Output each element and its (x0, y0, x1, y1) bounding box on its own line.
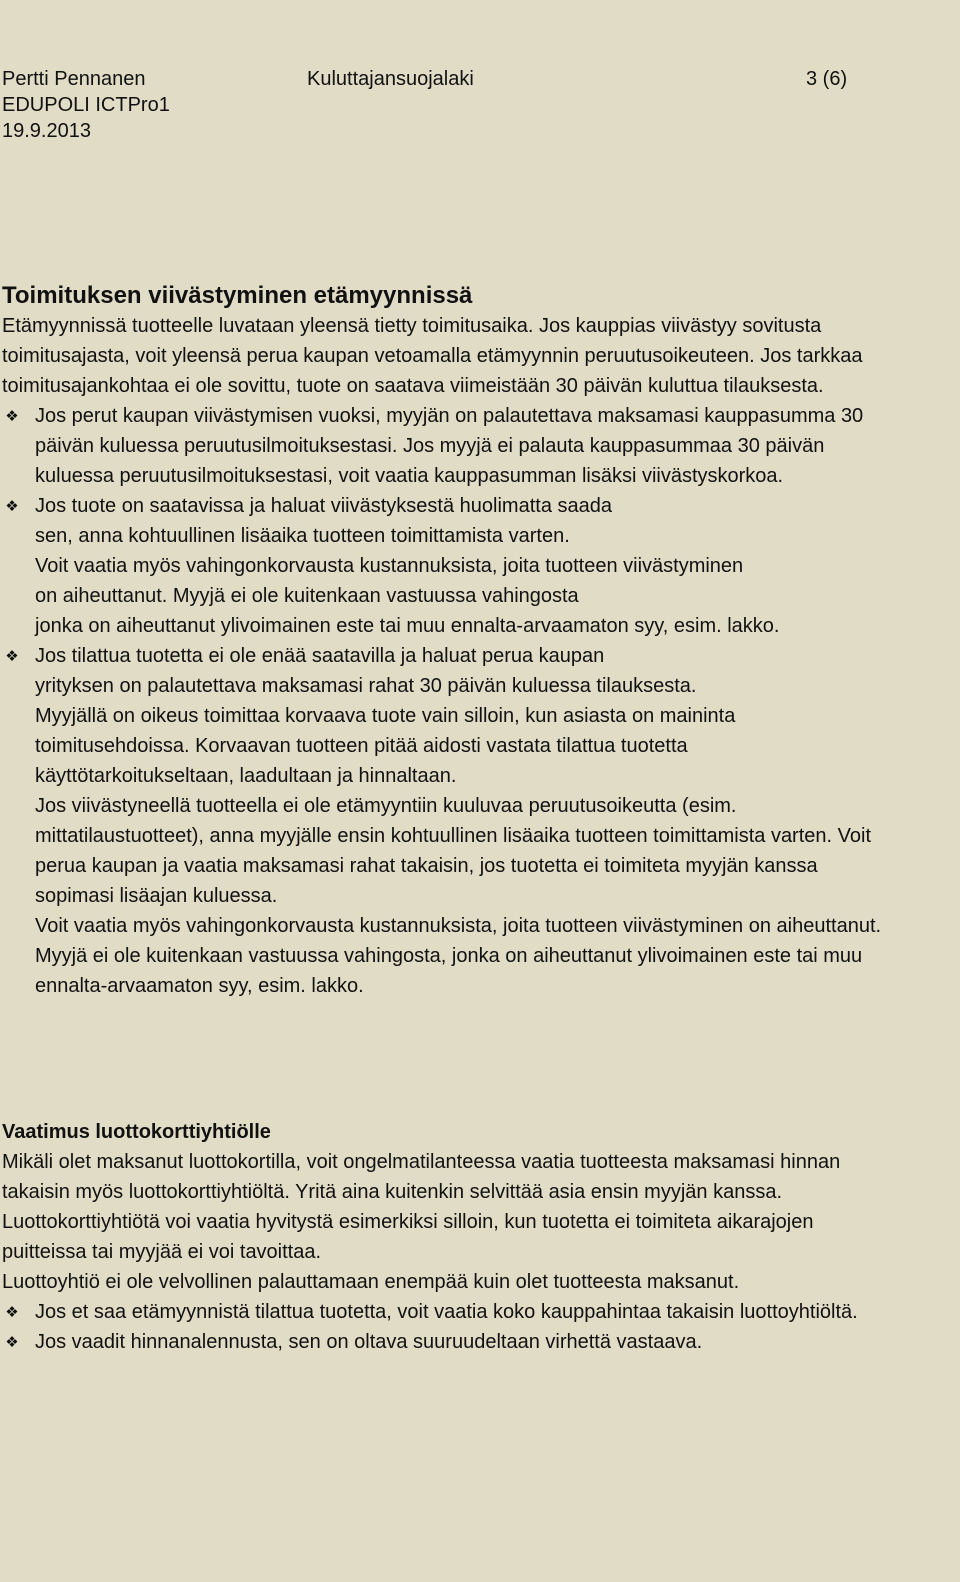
diamond-bullet-icon: ❖ (5, 497, 19, 515)
bullet-item (2, 1327, 882, 1357)
bullet-text-line: Voit vaatia myös vahingonkorvausta kustannuksista, joita tuotteen viivästyminen on aiheuttanut. (35, 915, 882, 937)
diamond-bullet-icon: ❖ (5, 407, 19, 425)
section-intro-paragraph: Etämyynnissä tuotteelle luvataan yleensä tietty toimitusaika. Jos kauppias viivästyy sovitusta toimitusajasta, voit yleensä perua kaupan vetoamalla etämyynnin peruutusoikeuteen. Jos tarkkaa toimitusajankohtaa ei ole sovittu, tuote on saatava viimeistään 30 päivän kuluttua tilauksesta. (2, 315, 863, 397)
section-heading: Toimituksen viivästyminen etämyynnissä (2, 282, 473, 309)
bullet-item (2, 401, 882, 491)
bullet-text-line: yrityksen on palautettava maksamasi rahat 30 päivän kuluessa tilauksesta. (35, 675, 697, 697)
diamond-bullet-icon: ❖ (5, 1333, 19, 1351)
bullet-text-line: Myyjällä on oikeus toimittaa korvaava tuote vain silloin, kun asiasta on maininta toimitusehdoissa. Korvaavan tuotteen pitää aidosti vastata tilattua tuotetta käyttötarkoitukseltaan, laadultaan ja hinnaltaan. (35, 705, 736, 787)
header-course: EDUPOLI ICTPro1 (2, 94, 170, 116)
bullet-text: Jos perut kaupan viivästymisen vuoksi, myyjän on palautettava maksamasi kauppasumma 30 päivän kuluessa peruutusilmoituksestasi. Jos myyjä ei palauta kauppasummaa 30 päivän kuluessa peruutusilmoituksestasi, voit vaatia kauppasumman lisäksi viivästyskorkoa. (35, 405, 864, 487)
bullet-item (2, 641, 882, 1001)
paragraph: Luottoyhtiö ei ole velvollinen palauttamaan enempää kuin olet tuotteesta maksanut. (2, 1271, 740, 1293)
paragraph: Luottokorttiyhtiötä voi vaatia hyvitystä esimerkiksi silloin, kun tuotetta ei toimiteta aikarajojen puitteissa tai myyjää ei voi tavoittaa. (2, 1211, 814, 1263)
bullet-text-line: jonka on aiheuttanut ylivoimainen este tai muu ennalta-arvaamaton syy, esim. lakko. (35, 615, 780, 637)
bullet-text-line: Voit vaatia myös vahingonkorvausta kustannuksista, joita tuotteen viivästyminen (35, 555, 744, 577)
bullet-text-line: on aiheuttanut. Myyjä ei ole kuitenkaan vastuussa vahingosta (35, 585, 579, 607)
bullet-text-line: Jos tuote on saatavissa ja haluat viivästyksestä huolimatta saada (35, 495, 612, 517)
header-date: 19.9.2013 (2, 120, 91, 142)
bullet-text-line: Myyjä ei ole kuitenkaan vastuussa vahingosta, jonka on aiheuttanut ylivoimainen este tai muu ennalta-arvaamaton syy, esim. lakko. (35, 945, 863, 997)
header-page-number: 3 (6) (806, 68, 848, 90)
paragraph: Mikäli olet maksanut luottokortilla, voit ongelmatilanteessa vaatia tuotteesta maksamasi hinnan takaisin myös luottokorttiyhtiöltä. Yritä aina kuitenkin selvittää asia ensin myyjän kanssa. (2, 1151, 841, 1203)
header-document-title: Kuluttajansuojalaki (307, 68, 474, 90)
bullet-text-line: Jos viivästyneellä tuotteella ei ole etämyyntiin kuuluvaa peruutusoikeutta (esim. mittatilaustuotteet), anna myyjälle ensin kohtuullinen lisäaika tuotteen toimittamista varten. Voit perua kaupan ja vaatia maksamasi rahat takaisin, jos tuotetta ei toimiteta myyjän kanssa sopimasi lisäajan kuluessa. (35, 795, 871, 907)
section-heading: Vaatimus luottokorttiyhtiölle (2, 1121, 271, 1143)
diamond-bullet-icon: ❖ (5, 1303, 19, 1321)
diamond-bullet-icon: ❖ (5, 647, 19, 665)
section-delivery-delay (2, 281, 882, 1001)
bullet-text-line: Jos tilattua tuotetta ei ole enää saatavilla ja haluat perua kaupan (35, 645, 605, 667)
bullet-text: Jos vaadit hinnanalennusta, sen on oltava suuruudeltaan virhettä vastaava. (35, 1331, 703, 1353)
bullet-text: Jos et saa etämyynnistä tilattua tuotetta, voit vaatia koko kauppahintaa takaisin luottoyhtiöltä. (35, 1301, 858, 1323)
bullet-list (2, 1297, 882, 1357)
bullet-item (2, 491, 882, 641)
bullet-list (2, 401, 882, 1001)
header-author: Pertti Pennanen (2, 68, 146, 90)
bullet-item (2, 1297, 882, 1327)
bullet-text-line: sen, anna kohtuullinen lisäaika tuotteen toimittamista varten. (35, 525, 570, 547)
section-credit-card-claim (2, 1117, 882, 1357)
